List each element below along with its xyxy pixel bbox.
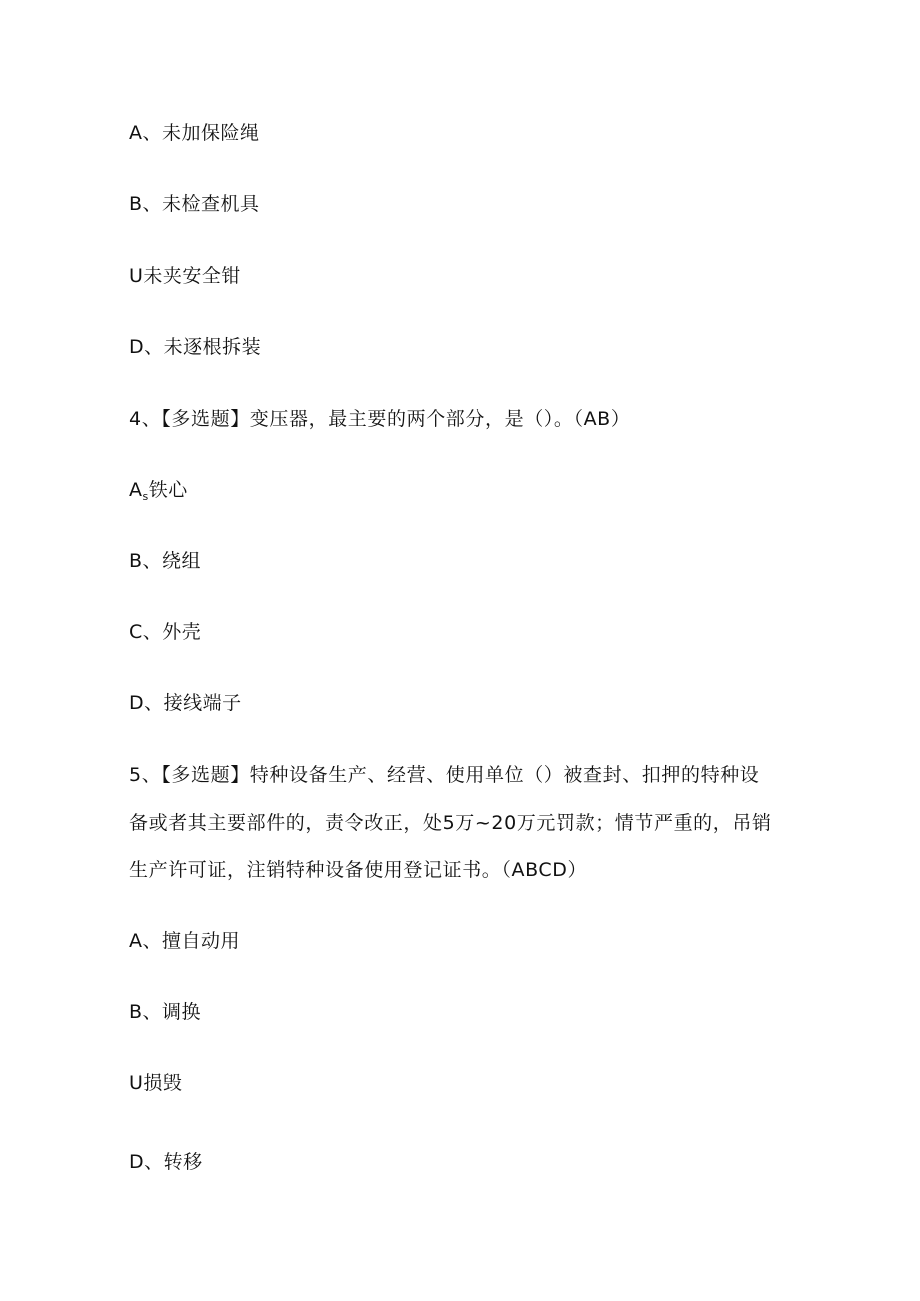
q5-option-c: U损毁 [129,1072,183,1094]
q5-option-b: B、调换 [129,1001,202,1023]
q4-stem: 4、【多选题】变压器，最主要的两个部分，是（）。（AB） [129,408,631,430]
q3-option-d: D、未逐根拆装 [129,336,262,358]
q4-option-a-text: 铁心 [148,479,188,501]
q3-option-c: U未夹安全钳 [129,265,241,287]
q4-option-c: C、外壳 [129,621,202,643]
q4-option-d: D、接线端子 [129,692,242,714]
q3-option-b: B、未检查机具 [129,193,260,215]
q4-option-a [129,477,188,510]
q4-option-a-subscript: s [142,490,149,503]
q5-stem-line-1: 5、【多选题】特种设备生产、经营、使用单位（）被查封、扣押的特种设 [129,764,760,786]
q5-option-a: A、擅自动用 [129,930,240,952]
q5-stem-line-3: 生产许可证，注销特种设备使用登记证书。（ABCD） [129,859,588,881]
q3-option-a: A、未加保险绳 [129,122,260,144]
q5-stem-line-2: 备或者其主要部件的，责令改正，处5万~20万元罚款；情节严重的，吊销 [129,812,772,834]
q5-option-d: D、转移 [129,1151,203,1173]
q4-option-a-letter: A [129,479,143,501]
q4-option-b: B、绕组 [129,550,202,572]
